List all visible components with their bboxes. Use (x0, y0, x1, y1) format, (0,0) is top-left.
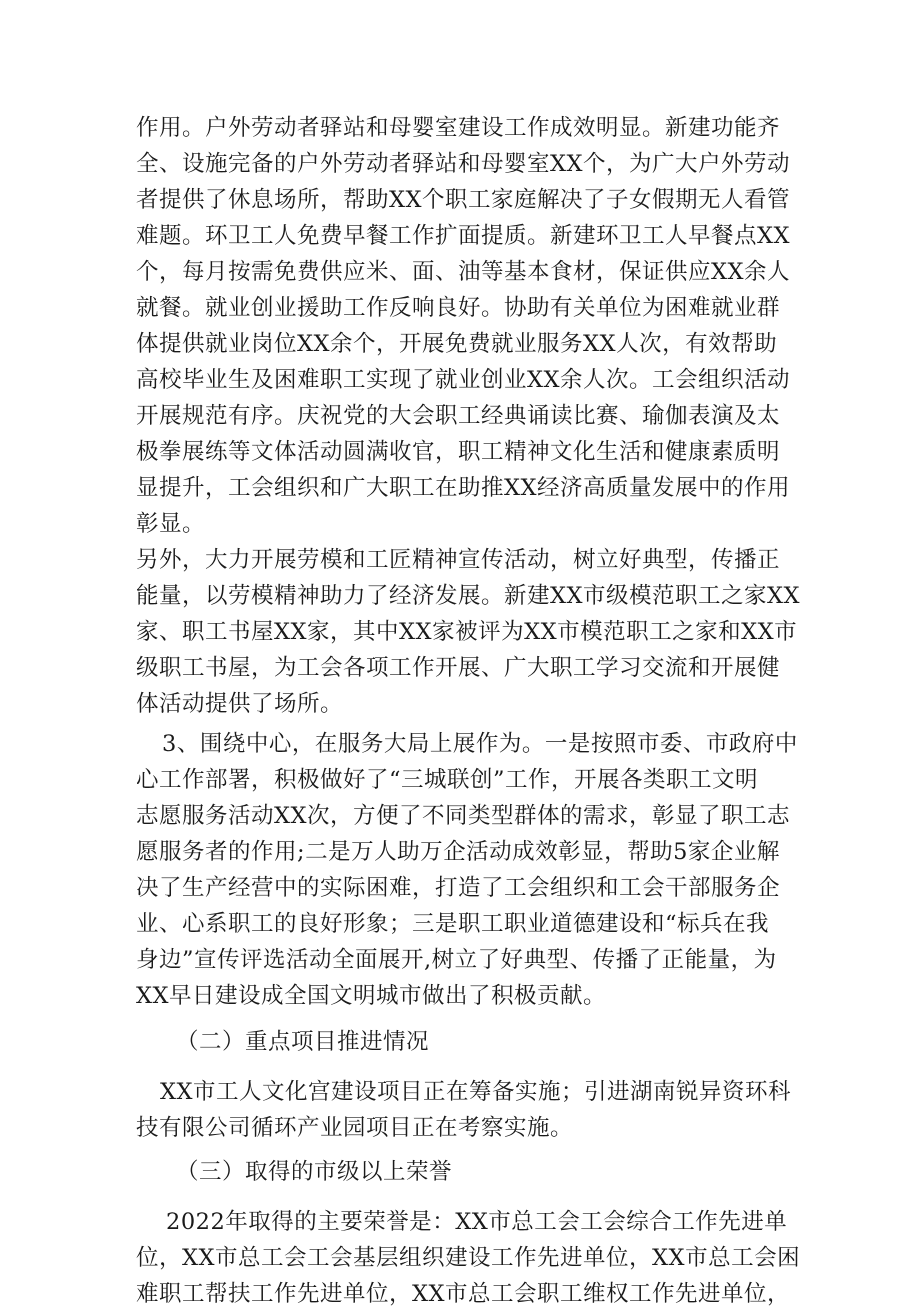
paragraph-1-line: 就餐。就业创业援助工作反响良好。协助有关单位为困难就业群 (136, 295, 781, 321)
paragraph-1-line: 极拳展练等文体活动圆满收官，职工精神文化生活和健康素质明 (136, 439, 781, 465)
paragraph-1-line: 者提供了休息场所，帮助XX个职工家庭解决了子女假期无人看管 (136, 187, 791, 213)
paragraph-5-line: 2022年取得的主要荣誉是：XX市总工会工会综合工作先进单 (166, 1209, 788, 1235)
paragraph-1-line: 高校毕业生及困难职工实现了就业创业XX余人次。工会组织活动 (136, 367, 791, 393)
paragraph-3-line: 3、围绕中心，在服务大局上展作为。一是按照市委、市政府中 (162, 731, 798, 757)
paragraph-4-line: 技有限公司循环产业园项目正在考察实施。 (136, 1115, 574, 1141)
paragraph-3-line: 决了生产经营中的实际困难，打造了工会组织和工会干部服务企 (136, 875, 781, 901)
paragraph-1-line: 个，每月按需免费供应米、面、油等基本食材，保证供应XX余人 (136, 259, 791, 285)
paragraph-3-line: 业、心系职工的良好形象；三是职工职业道德建设和“标兵在我 (136, 911, 770, 937)
paragraph-3-line: 志愿服务活动XX次，方便了不同类型群体的需求，彰显了职工志 (136, 803, 791, 829)
paragraph-2-line: 能量，以劳模精神助力了经济发展。新建XX市级模范职工之家XX (136, 583, 801, 609)
paragraph-2-line: 体活动提供了场所。 (136, 691, 344, 717)
paragraph-1-line: 显提升，工会组织和广大职工在助推XX经济高质量发展中的作用 (136, 475, 791, 501)
paragraph-2-line: 家、职工书屋XX家，其中XX家被评为XX市模范职工之家和XX市 (136, 619, 798, 645)
paragraph-1-line: 作用。户外劳动者驿站和母婴室建设工作成效明显。新建功能齐 (136, 115, 781, 141)
paragraph-1-line: 难题。环卫工人免费早餐工作扩面提质。新建环卫工人早餐点XX (136, 223, 791, 249)
paragraph-1-line: 全、设施完备的户外劳动者驿站和母婴室XX个，为广大户外劳动 (136, 151, 791, 177)
paragraph-1-line: 体提供就业岗位XX余个，开展免费就业服务XX人次，有效帮助 (136, 331, 778, 357)
paragraph-3-line: XX早日建设成全国文明城市做出了积极贡献。 (136, 983, 607, 1009)
paragraph-2-line: 级职工书屋，为工会各项工作开展、广大职工学习交流和开展健 (136, 655, 781, 681)
paragraph-5-line: 位，XX市总工会工会基层组织建设工作先进单位，XX市总工会困 (136, 1245, 801, 1271)
paragraph-3-line: 愿服务者的作用;二是万人助万企活动成效彰显，帮助5家企业解 (136, 839, 780, 865)
paragraph-3-line: 心工作部署，积极做好了“三城联创”工作，开展各类职工文明 (136, 767, 759, 793)
paragraph-4-line: XX市工人文化宫建设项目正在筹备实施；引进湖南锐异资环科 (160, 1079, 792, 1105)
paragraph-5-line: 难职工帮扶工作先进单位，XX市总工会职工维权工作先进单位， (136, 1281, 791, 1307)
paragraph-1-line: 彰显。 (136, 511, 206, 537)
section-heading-key-projects: （二）重点项目推进情况 (176, 1029, 430, 1055)
paragraph-2-line: 另外，大力开展劳模和工匠精神宣传活动，树立好典型，传播正 (136, 547, 781, 573)
paragraph-3-line: 身边”宣传评选活动全面展开,树立了好典型、传播了正能量，为 (136, 947, 777, 973)
section-heading-honors: （三）取得的市级以上荣誉 (176, 1159, 453, 1185)
paragraph-1-line: 开展规范有序。庆祝党的大会职工经典诵读比赛、瑜伽表演及太 (136, 403, 781, 429)
